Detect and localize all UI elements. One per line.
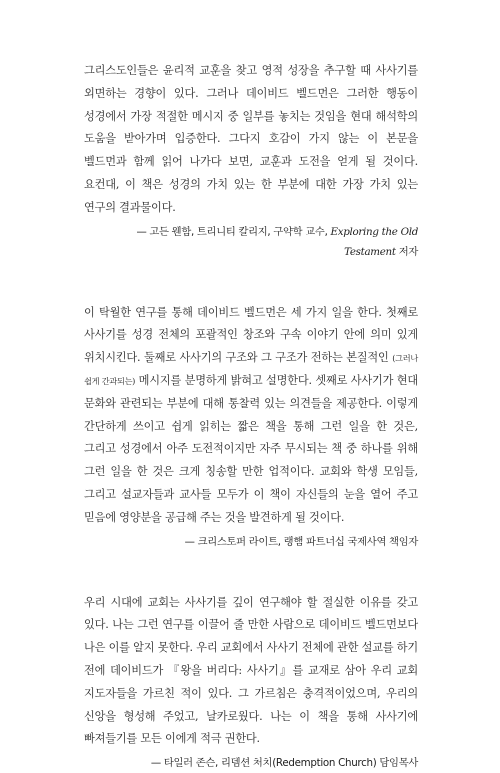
endorsement-text: 우리 시대에 교회는 사사기를 깊이 연구해야 할 절실한 이유를 갖고 있다. 나는 그런 연구를 이끌어 줄 만한 사람으로 데이비드 벨드먼보다 나은 이를 알지 못한다. 우리 교회에서 사사기 전체에 관한 설교를 하기 전에 데이비드가 『왕을 버리다: 사사기』를 교재로 삼아 우리 교회 지도자들을 가르친 적이 있다. 그 가르침은 충격적이었으며, 우리의 신앙을 형성해 주었고, 날카로웠다. 나는 이 책을 통해 사사기에 빠져들기를 모든 이에게 적극 권한다. xyxy=(84,595,418,746)
endorsement-johnson xyxy=(84,592,418,773)
attribution-suffix: 저자 xyxy=(395,245,418,258)
endorsement-text: 그리스도인들은 윤리적 교훈을 찾고 영적 성장을 추구할 때 사사기를 외면하는 경향이 있다. 그러나 데이비드 벨드먼은 그러한 행동이 성경에서 가장 적절한 메시지 중 일부를 놓치는 것임을 현대 해석학의 도움을 받아가며 입증한다. 그다지 호감이 가지 않는 이 본문을 벨드먼과 함께 읽어 나가다 보면, 교훈과 도전을 얻게 될 것이다. 요컨대, 이 책은 성경의 가치 있는 한 부분에 대한 가장 가치 있는 연구의 결과물이다. xyxy=(84,64,418,214)
endorsement-attribution: — 타일러 존슨, 리뎀션 처치(Redemption Church) 담임목사 xyxy=(150,757,418,770)
endorsement-text-part: 이 탁월한 연구를 통해 데이비드 벨드먼은 세 가지 일을 한다. 첫째로 사사기를 성경 전체의 포괄적인 창조와 구속 이야기 안에 의미 있게 위치시킨다. 둘째로 사사기의 구조와 그 구조가 전하는 본질적인 xyxy=(84,305,418,365)
endorsement-attribution: — 크리스토퍼 라이트, 랭햄 파트너십 국제사역 책임자 xyxy=(184,535,418,548)
endorsement-attribution xyxy=(84,222,418,262)
endorsement-text-aside: (그러나 쉽게 간과되는) xyxy=(84,353,418,386)
endorsement-text xyxy=(84,302,418,530)
endorsement-text-part: 메시지를 분명하게 밝혀고 설명한다. 셋째로 사사기가 현대 문화와 관련되는 부분에 대해 통찰력 있는 의견들을 제공한다. 이렇게 간단하게 쓰이고 쉽게 읽히는 짧은 책을 통해 그런 일을 한 것은, 그리고 성경에서 아주 도전적이지만 자주 무시되는 책 중 하나를 위해 그런 일을 한 것은 크게 칭송할 만한 업적이다. 교회와 학생 모임들, 그리고 설교자들과 교사들 모두가 이 책이 자신들의 눈을 열어 주고 믿음에 영양분을 공급해 주는 것을 발견하게 될 것이다. xyxy=(84,373,419,524)
endorsement-wenham xyxy=(84,60,418,262)
endorsement-wright xyxy=(84,302,418,552)
attribution-name: — 고든 웬함, 트리니티 칼리지, 구약학 교수, xyxy=(136,225,331,238)
attribution-book-title: Exploring the Old Testament xyxy=(330,225,418,258)
